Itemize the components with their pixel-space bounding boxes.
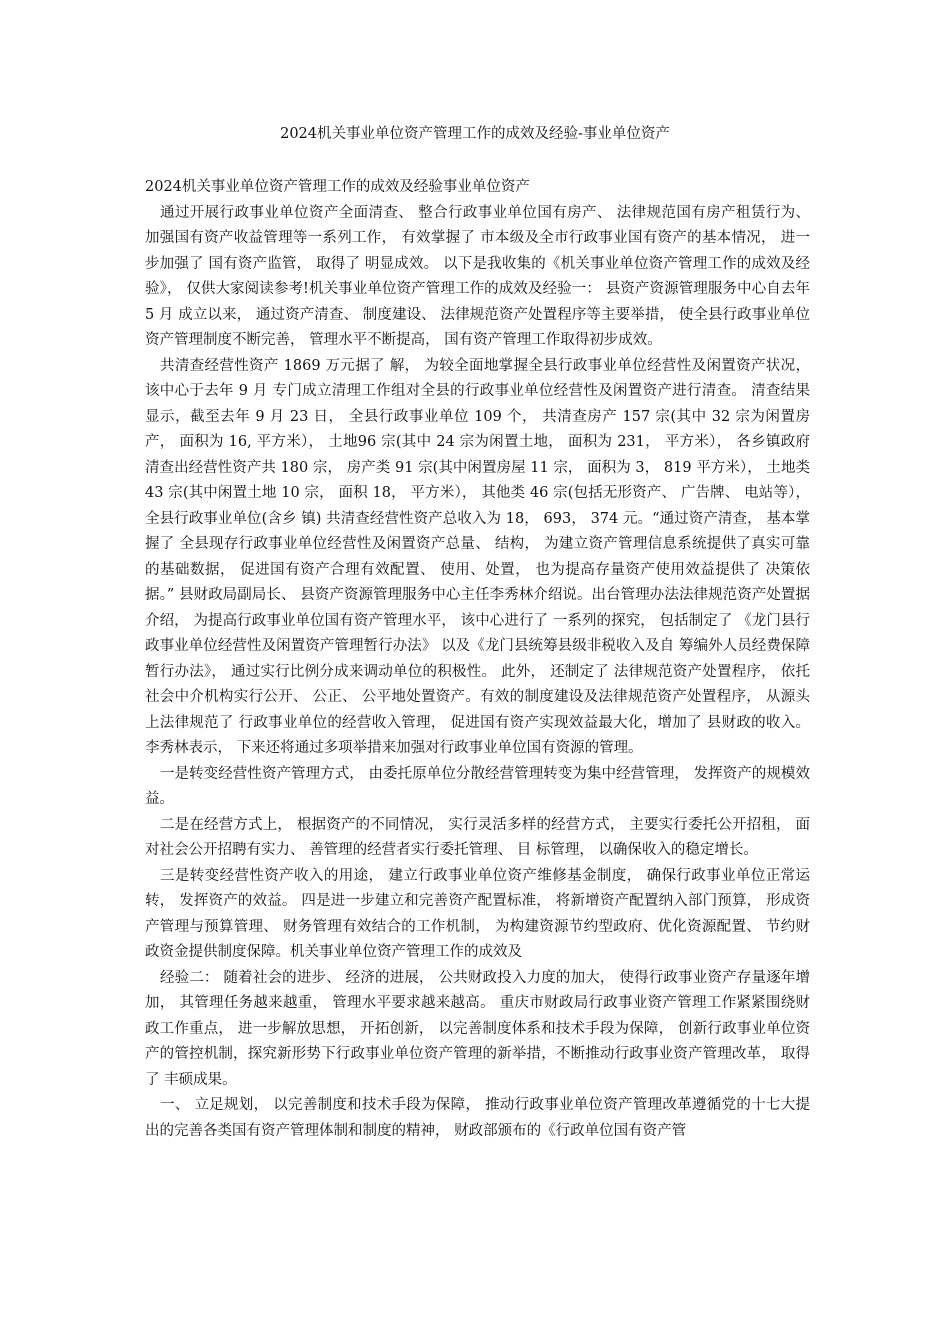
paragraph: 共清查经营性资产 1869 万元据了 解， 为较全面地掌握全县行政事业单位经营性及闲置资产状况， 该中心于去年 9 月 专门成立清理工作组对全县的行政事业单位经营性及闲置资产进行清查。 清查结果显示，截至去年 9 月 23 日， 全县行政事业单位 109 个， 共清查房产 157 宗(其中 32 宗为闲置房产， 面积为 16, 平方米）， 土地96 宗(其中 24 宗为闲置土地， 面积为 231， 平方米）， 各乡镇政府清查出经营性资产共 180 宗， 房产类 91 宗(其中闲置房屋 11 宗， 面积为 3， 819 平方米）， 土地类 43 宗(其中闲置土地 10 宗， 面积 18， 平方米）， 其他类 46 宗(包括无形资产、 广告牌、 电站等）， 全县行政事业单位(含乡 镇) 共清查经营性资产总收入为 18， 693， 374 元。“通过资产清查， 基本掌握了 全县现存行政事业单位经营性及闲置资产总量、 结构， 为建立资产管理信息系统提供了真实可靠的基础数据， 促进国有资产合理有效配置、 使用、处置， 也为提高存量资产使用效益提供了 决策依据。” 县财政局副局长、 县资产资源管理服务中心主任李秀林介绍说。出台管理办法法律规范资产处置据介绍， 为提高行政事业单位国有资产管理水平， 该中心进行了 一系列的探究， 包括制定了 《龙门县行政事业单位经营性及闲置资产管理暂行办法》 以及《龙门县统筹县级非税收入及自 筹编外人员经费保障暂行办法》， 通过实行比例分成来调动单位的积极性。 此外， 还制定了 法律规范资产处置程序， 依托社会中介机构实行公开、 公正、 公平地处置资产。有效的制度建设及法律规范资产处置程序， 从源头上法律规范了 行政事业单位的经营收入管理， 促进国有资产实现效益最大化，增加了 县财政的收入。李秀林表示， 下来还将通过多项举措来加强对行政事业单位国有资源的管理。 [145,357,810,756]
paragraph: 经验二： 随着社会的进步、 经济的进展， 公共财政投入力度的加大， 使得行政事业资产存量逐年增加， 其管理任务越来越重， 管理水平要求越来越高。 重庆市财政局行政事业资产管理工作紧紧围绕财政工作重点， 进一步解放思想， 开拓创新， 以完善制度体系和技术手段为保障， 创新行政事业单位资产的管控机制，探究新形势下行政事业单位资产管理的新举措，不断推动行政事业资产管理改革， 取得了 丰硕成果。 [145,969,810,1088]
document-title: 2024机关事业单位资产管理工作的成效及经验-事业单位资产 [280,126,670,142]
document-subtitle: 2024机关事业单位资产管理工作的成效及经验事业单位资产 [145,179,530,195]
paragraph: 一是转变经营性资产管理方式， 由委托原单位分散经营管理转变为集中经营管理， 发挥资产的规模效益。 [145,765,810,807]
document-body [145,175,810,1144]
paragraph: 三是转变经营性资产收入的用途， 建立行政事业单位资产维修基金制度， 确保行政事业单位正常运转， 发挥资产的效益。 四是进一步建立和完善资产配置标准， 将新增资产配置纳入部门预算， 形成资产管理与预算管理、 财务管理有效结合的工作机制， 为构建资源节约型政府、优化资源配置、 节约财政资金提供制度保障。机关事业单位资产管理工作的成效及 [145,867,810,960]
paragraph: 一、 立足规划， 以完善制度和技术手段为保障， 推动行政事业单位资产管理改革遵循党的十七大提出的完善各类国有资产管理体制和制度的精神， 财政部颁布的《行政单位国有资产管 [145,1097,810,1139]
paragraph: 通过开展行政事业单位资产全面清查、 整合行政事业单位国有房产、 法律规范国有房产租赁行为、 加强国有资产收益管理等一系列工作， 有效掌握了 市本级及全市行政事业国有资产的基本情况， 进一步加强了 国有资产监管， 取得了 明显成效。 以下是我收集的《机关事业单位资产管理工作的成效及经验》， 仅供大家阅读参考!机关事业单位资产管理工作的成效及经验一： 县资产资源管理服务中心自去年 5 月 成立以来， 通过资产清查、 制度建设、 法律规范资产处置程序等主要举措， 使全县行政事业单位资产管理制度不断完善， 管理水平不断提高， 国有资产管理工作取得初步成效。 [145,204,810,348]
paragraph: 二是在经营方式上， 根据资产的不同情况， 实行灵活多样的经营方式， 主要实行委托公开招租， 面对社会公开招聘有实力、 善管理的经营者实行委托管理、 目 标管理， 以确保收入的稳定增长。 [145,816,810,858]
